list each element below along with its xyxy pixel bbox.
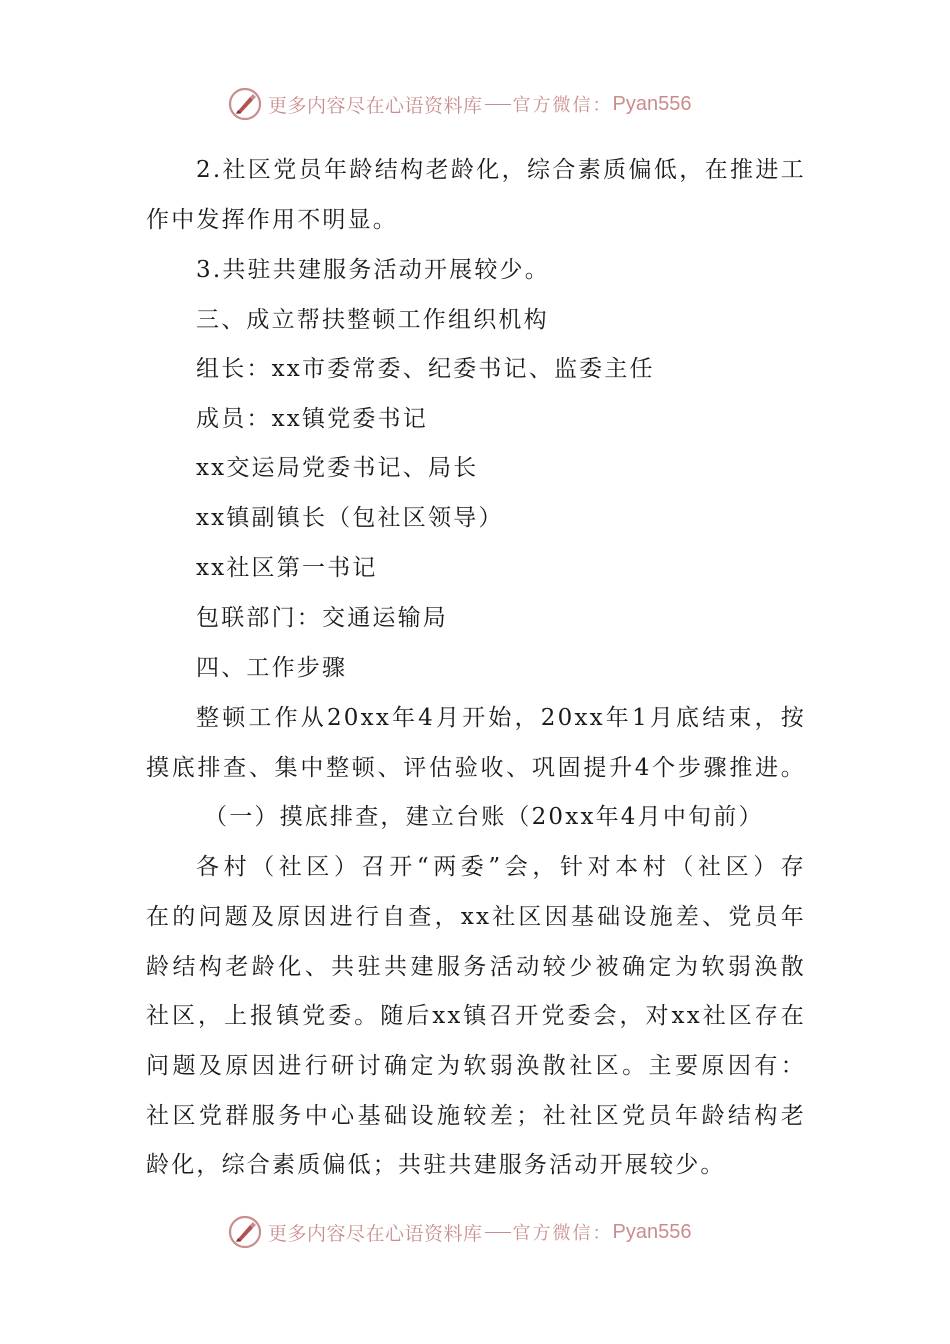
body-line: 社区，上报镇党委。随后xx镇召开党委会，对xx社区存在 [146,1003,806,1029]
body-line: 龄结构老龄化、共驻共建服务活动较少被确定为软弱涣散 [146,954,806,980]
body-line: 龄化，综合素质偏低；共驻共建服务活动开展较少。 [146,1152,726,1178]
watermark-label: 官方微信： [512,95,613,116]
body-line: 在的问题及原因进行自查，xx社区因基础设施差、党员年 [146,904,806,930]
body-line: xx镇副镇长（包社区领导） [196,505,504,531]
body-line: 成员：xx镇党委书记 [196,406,428,432]
body-line: 2.社区党员年龄结构老龄化，综合素质偏低，在推进工 [196,157,806,183]
body-line: 作中发挥作用不明显。 [146,207,398,233]
body-line: 问题及原因进行研讨确定为软弱涣散社区。主要原因有： [146,1053,806,1079]
watermark-label: 官方微信： [512,1223,613,1244]
section-heading: 三、成立帮扶整顿工作组织机构 [196,307,549,333]
footer-watermark [228,1212,691,1252]
watermark-id: Pyan556 [612,1220,692,1243]
body-line: 包联部门：交通运输局 [196,605,448,631]
watermark-text: 更多内容尽在心语资料库 [268,1222,483,1245]
pen-logo-icon [228,1215,262,1249]
watermark-dash [485,104,511,105]
body-line: xx社区第一书记 [196,555,378,581]
subsection-heading: （一）摸底排查，建立台账（20xx年4月中旬前） [204,804,764,830]
watermark-text: 更多内容尽在心语资料库 [268,94,483,117]
body-line: 整顿工作从20xx年4月开始，20xx年1月底结束，按 [196,705,806,731]
watermark-id: Pyan556 [612,92,692,115]
header-watermark [228,84,691,124]
watermark-dash [485,1232,511,1233]
body-line: xx交运局党委书记、局长 [196,455,479,481]
body-line: 摸底排查、集中整顿、评估验收、巩固提升4个步骤推进。 [146,755,806,781]
body-line: 各村（社区）召开“两委”会，针对本村（社区）存 [196,854,806,880]
section-heading: 四、工作步骤 [196,655,348,681]
pen-logo-icon [228,87,262,121]
body-line: 组长：xx市委常委、纪委书记、监委主任 [196,356,655,382]
body-line: 3.共驻共建服务活动开展较少。 [196,257,550,283]
body-line: 社区党群服务中心基础设施较差；社社区党员年龄结构老 [146,1103,806,1129]
